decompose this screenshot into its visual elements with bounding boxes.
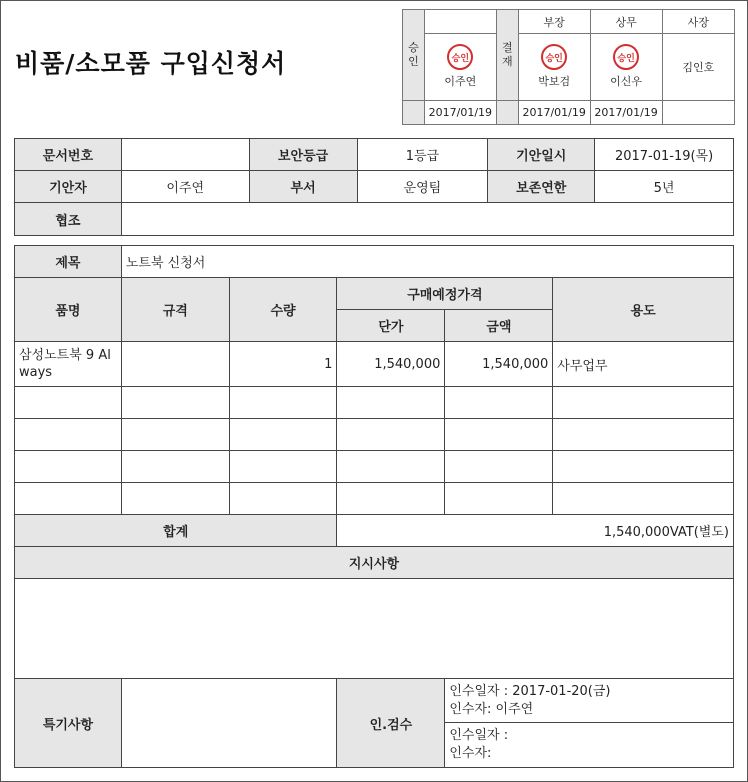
settler-sign-cell xyxy=(590,34,662,101)
total-label: 합계 xyxy=(15,515,337,547)
col-qty-header: 수량 xyxy=(229,278,337,342)
approval-stamp-icon: 승인 xyxy=(613,44,639,70)
table-row xyxy=(15,483,734,515)
spec-cell[interactable] xyxy=(121,387,229,419)
settler-role: 상무 xyxy=(590,10,662,34)
use-cell[interactable]: 사무업무 xyxy=(553,342,734,387)
dept-label: 부서 xyxy=(249,171,357,203)
approval-stamp-icon: 승인 xyxy=(541,44,567,70)
coop-value[interactable] xyxy=(121,203,733,236)
document-title: 비품/소모품 구입신청서 xyxy=(15,49,287,78)
item-cell[interactable] xyxy=(15,419,122,451)
draft-date-label: 기안일시 xyxy=(488,139,595,171)
settler-sign-cell xyxy=(662,34,734,101)
approval-box xyxy=(402,9,735,125)
qty-cell[interactable] xyxy=(229,419,337,451)
unit-price-cell[interactable] xyxy=(337,451,445,483)
approval-stamp-icon: 승인 xyxy=(447,44,473,70)
amount-cell[interactable]: 1,540,000 xyxy=(445,342,553,387)
spec-cell[interactable] xyxy=(121,483,229,515)
unit-price-cell[interactable]: 1,540,000 xyxy=(337,342,445,387)
qty-cell[interactable]: 1 xyxy=(229,342,337,387)
use-cell[interactable] xyxy=(553,387,734,419)
unit-price-cell[interactable] xyxy=(337,387,445,419)
special-value[interactable] xyxy=(121,679,337,768)
col-amount-header: 금액 xyxy=(445,310,553,342)
settle-date-spacer xyxy=(496,100,518,124)
amount-cell[interactable] xyxy=(445,483,553,515)
instructions-label: 지시사항 xyxy=(15,547,734,579)
approve-date-spacer xyxy=(403,100,425,124)
table-row xyxy=(15,451,734,483)
instructions-value[interactable] xyxy=(15,579,734,679)
settler-date xyxy=(662,100,734,124)
doc-no-label: 문서번호 xyxy=(15,139,122,171)
spec-cell[interactable] xyxy=(121,419,229,451)
use-cell[interactable] xyxy=(553,419,734,451)
settle-label: 결 재 xyxy=(496,10,518,101)
amount-cell[interactable] xyxy=(445,419,553,451)
item-cell[interactable] xyxy=(15,483,122,515)
approver-role-cell xyxy=(424,10,496,34)
use-cell[interactable] xyxy=(553,451,734,483)
coop-label: 협조 xyxy=(15,203,122,236)
draft-date-value[interactable]: 2017-01-19(목) xyxy=(595,139,734,171)
document-info-table xyxy=(14,138,734,236)
settler-date: 2017/01/19 xyxy=(518,100,590,124)
order-table xyxy=(14,245,734,768)
item-cell[interactable] xyxy=(15,451,122,483)
use-cell[interactable] xyxy=(553,483,734,515)
drafter-label: 기안자 xyxy=(15,171,122,203)
approver-sign-cell xyxy=(424,34,496,101)
settler-name: 박보검 xyxy=(538,75,571,89)
table-row xyxy=(15,419,734,451)
doc-no-value[interactable] xyxy=(121,139,249,171)
qty-cell[interactable] xyxy=(229,387,337,419)
retention-label: 보존연한 xyxy=(488,171,595,203)
settler-name: 김인호 xyxy=(682,60,715,74)
special-label: 특기사항 xyxy=(15,679,122,768)
approver-name: 이주연 xyxy=(444,75,477,89)
unit-price-cell[interactable] xyxy=(337,419,445,451)
col-use-header: 용도 xyxy=(553,278,734,342)
spec-cell[interactable] xyxy=(121,451,229,483)
col-unit-header: 단가 xyxy=(337,310,445,342)
item-cell[interactable]: 삼성노트북 9 Al ways xyxy=(15,342,122,387)
table-row xyxy=(15,342,734,387)
total-value[interactable]: 1,540,000VAT(별도) xyxy=(337,515,734,547)
approver-date: 2017/01/19 xyxy=(424,100,496,124)
col-item-header: 품명 xyxy=(15,278,122,342)
item-cell[interactable] xyxy=(15,387,122,419)
col-spec-header: 규격 xyxy=(121,278,229,342)
settler-name: 이신우 xyxy=(610,75,643,89)
receipt-second[interactable]: 인수일자 : 인수자: xyxy=(445,723,734,768)
security-label: 보안등급 xyxy=(249,139,357,171)
unit-price-cell[interactable] xyxy=(337,483,445,515)
qty-cell[interactable] xyxy=(229,451,337,483)
receipt-first[interactable]: 인수일자 : 2017-01-20(금) 인수자: 이주연 xyxy=(445,679,734,723)
settler-role: 사장 xyxy=(662,10,734,34)
qty-cell[interactable] xyxy=(229,483,337,515)
retention-value[interactable]: 5년 xyxy=(595,171,734,203)
subject-value[interactable]: 노트북 신청서 xyxy=(121,246,733,278)
amount-cell[interactable] xyxy=(445,387,553,419)
subject-label: 제목 xyxy=(15,246,122,278)
settler-date: 2017/01/19 xyxy=(590,100,662,124)
dept-value[interactable]: 운영팀 xyxy=(357,171,488,203)
security-value[interactable]: 1등급 xyxy=(357,139,488,171)
settler-role: 부장 xyxy=(518,10,590,34)
drafter-value[interactable]: 이주연 xyxy=(121,171,249,203)
table-row xyxy=(15,387,734,419)
inspect-label: 인.검수 xyxy=(337,679,445,768)
col-price-group-header: 구매예정가격 xyxy=(337,278,553,310)
approve-label: 승 인 xyxy=(403,10,425,101)
settler-sign-cell xyxy=(518,34,590,101)
spec-cell[interactable] xyxy=(121,342,229,387)
amount-cell[interactable] xyxy=(445,451,553,483)
